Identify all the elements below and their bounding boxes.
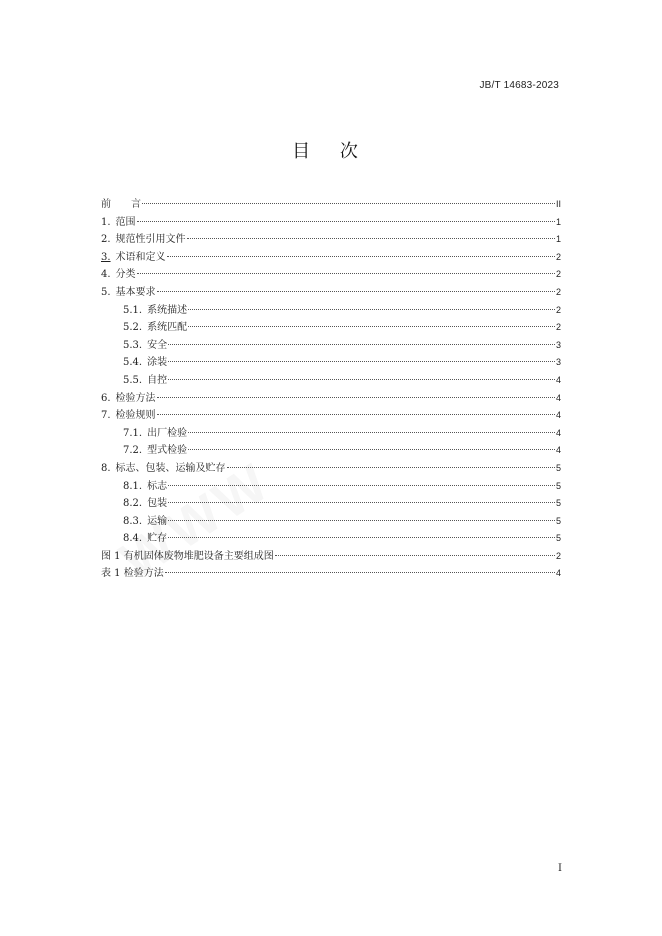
toc-dot-leader <box>168 344 555 345</box>
toc-entry[interactable] <box>101 407 561 425</box>
toc-dot-leader <box>157 414 555 415</box>
toc-entry-text: 安全 <box>147 339 168 351</box>
toc-entry-number: 5.5. <box>123 374 143 386</box>
toc-entry-text: 范围 <box>115 216 136 228</box>
toc-entry-text: 基本要求 <box>115 286 156 298</box>
toc-entry[interactable] <box>101 460 561 478</box>
toc-entry[interactable] <box>101 319 561 337</box>
toc-dot-leader <box>137 221 555 222</box>
toc-entry-text: 系统匹配 <box>147 322 188 334</box>
toc-entry[interactable] <box>101 231 561 249</box>
toc-entry-label <box>123 478 167 496</box>
toc-entry-number: 7.2. <box>123 445 143 457</box>
toc-entry-page: 3 <box>555 357 561 368</box>
toc-entry-text: 图 1 有机固体废物堆肥设备主要组成图 <box>101 550 274 562</box>
toc-entry[interactable] <box>101 302 561 320</box>
page-number: I <box>558 863 562 874</box>
toc-dot-leader <box>168 485 555 486</box>
toc-entry-text: 标志、包装、运输及贮存 <box>115 462 226 474</box>
toc-entry-text: 自控 <box>147 374 168 386</box>
toc-entry-number: 8.4. <box>123 533 143 545</box>
toc-entry-page: 1 <box>555 216 561 227</box>
document-code: JB/T 14683-2023 <box>479 80 559 91</box>
toc-entry[interactable] <box>101 565 561 583</box>
toc-dot-leader <box>227 467 555 468</box>
toc-entry-label <box>123 513 167 531</box>
toc-entry-text: 表 1 检验方法 <box>101 568 164 580</box>
toc-entry-label <box>101 390 156 408</box>
toc-entry-label <box>101 565 164 583</box>
toc-entry[interactable] <box>101 513 561 531</box>
toc-entry[interactable] <box>101 249 561 267</box>
toc-entry-text: 涂装 <box>147 357 168 369</box>
toc-entry[interactable] <box>101 372 561 390</box>
toc-entry-text: 出厂检验 <box>147 427 188 439</box>
toc-entry-text: 规范性引用文件 <box>115 234 186 246</box>
toc-entry[interactable] <box>101 478 561 496</box>
toc-dot-leader <box>275 555 555 556</box>
toc-entry-label <box>101 407 156 425</box>
toc-entry-label <box>123 372 167 390</box>
toc-dot-leader <box>188 432 555 433</box>
toc-entry-text: 分类 <box>115 269 136 281</box>
toc-dot-leader <box>188 309 555 310</box>
toc-entry-number: 5.4. <box>123 357 143 369</box>
toc-entry[interactable] <box>101 495 561 513</box>
toc-entry-number: 7. <box>101 410 111 422</box>
toc-entry-number: 5. <box>101 286 111 298</box>
toc-entry-page: 5 <box>555 533 561 544</box>
toc-entry-number: 8.2. <box>123 498 143 510</box>
toc-entry-label <box>101 284 156 302</box>
toc-entry[interactable] <box>101 354 561 372</box>
toc-entry-label <box>123 302 187 320</box>
toc-entry-page: 2 <box>555 251 561 262</box>
toc-entry-page: 5 <box>555 480 561 491</box>
toc-entry-label <box>123 530 167 548</box>
toc-entry-text: 标志 <box>147 480 168 492</box>
toc-dot-leader <box>168 537 555 538</box>
toc-entry-label <box>123 354 167 372</box>
toc-entry-text: 运输 <box>147 515 168 527</box>
toc-entry[interactable] <box>101 284 561 302</box>
toc-dot-leader <box>187 238 555 239</box>
toc-entry[interactable] <box>101 196 561 214</box>
toc-entry-label <box>101 460 226 478</box>
toc-entry-label <box>123 425 187 443</box>
toc-entry-page: 5 <box>555 462 561 473</box>
toc-entry-page: 4 <box>555 392 561 403</box>
toc-entry-label <box>101 548 274 566</box>
toc-entry-number: 5.3. <box>123 339 143 351</box>
toc-entry-text: 贮存 <box>147 533 168 545</box>
toc-dot-leader <box>157 291 555 292</box>
toc-entry-number: 5.2. <box>123 322 143 334</box>
toc-entry-page: 4 <box>555 374 561 385</box>
toc-entry-page: 5 <box>555 515 561 526</box>
toc-entry[interactable] <box>101 214 561 232</box>
toc-entry-label <box>101 214 136 232</box>
toc-entry[interactable] <box>101 337 561 355</box>
toc-entry-label <box>101 249 166 267</box>
toc-entry-page: 4 <box>555 410 561 421</box>
toc-entry-page: 2 <box>555 550 561 561</box>
toc-entry-label <box>101 266 136 284</box>
toc-entry[interactable] <box>101 425 561 443</box>
toc-entry-label <box>123 442 187 460</box>
toc-dot-leader <box>157 397 555 398</box>
toc-entry[interactable] <box>101 530 561 548</box>
toc-entry-label <box>101 231 186 249</box>
toc-dot-leader <box>168 361 555 362</box>
toc-entry-page: 1 <box>555 234 561 245</box>
toc-entry-number: 5.1. <box>123 304 143 316</box>
toc-entry-label <box>101 196 141 214</box>
toc-entry-text: 型式检验 <box>147 445 188 457</box>
toc-dot-leader <box>167 256 555 257</box>
toc-entry-text: 检验方法 <box>115 392 156 404</box>
toc-title: 目 次 <box>292 141 370 162</box>
toc-entry-page: 2 <box>555 286 561 297</box>
toc-entry[interactable] <box>101 266 561 284</box>
toc-dot-leader <box>188 326 555 327</box>
toc-dot-leader <box>168 379 555 380</box>
table-of-contents <box>101 196 561 583</box>
toc-entry-page: 5 <box>555 498 561 509</box>
toc-entry-number: 2. <box>101 234 111 246</box>
toc-entry-number: 3. <box>101 251 111 263</box>
toc-entry-page: 2 <box>555 304 561 315</box>
toc-entry-page: 2 <box>555 269 561 280</box>
toc-entry-text: 系统描述 <box>147 304 188 316</box>
toc-entry-page: 2 <box>555 322 561 333</box>
toc-entry-text: 术语和定义 <box>115 251 166 263</box>
toc-entry-number: 8.1. <box>123 480 143 492</box>
toc-entry-page: 4 <box>555 445 561 456</box>
toc-entry[interactable] <box>101 548 561 566</box>
toc-entry-label <box>123 319 187 337</box>
toc-entry-label <box>123 337 167 355</box>
toc-entry-text: 包装 <box>147 498 168 510</box>
toc-entry-page: 3 <box>555 339 561 350</box>
toc-dot-leader <box>165 572 555 573</box>
toc-dot-leader <box>142 203 555 204</box>
toc-entry-text: 检验规则 <box>115 410 156 422</box>
toc-entry-number: 4. <box>101 269 111 281</box>
toc-entry-page: II <box>555 199 561 209</box>
toc-entry-text: 前 言 <box>101 199 141 210</box>
toc-entry-page: 4 <box>555 427 561 438</box>
toc-dot-leader <box>168 502 555 503</box>
toc-entry[interactable] <box>101 390 561 408</box>
toc-dot-leader <box>168 520 555 521</box>
toc-entry-number: 1. <box>101 216 111 228</box>
toc-entry-number: 8.3. <box>123 515 143 527</box>
toc-entry-label <box>123 495 167 513</box>
toc-dot-leader <box>188 449 555 450</box>
toc-entry-page: 4 <box>555 568 561 579</box>
toc-entry[interactable] <box>101 442 561 460</box>
toc-entry-number: 8. <box>101 462 111 474</box>
toc-dot-leader <box>137 273 555 274</box>
toc-entry-number: 7.1. <box>123 427 143 439</box>
toc-entry-number: 6. <box>101 392 111 404</box>
